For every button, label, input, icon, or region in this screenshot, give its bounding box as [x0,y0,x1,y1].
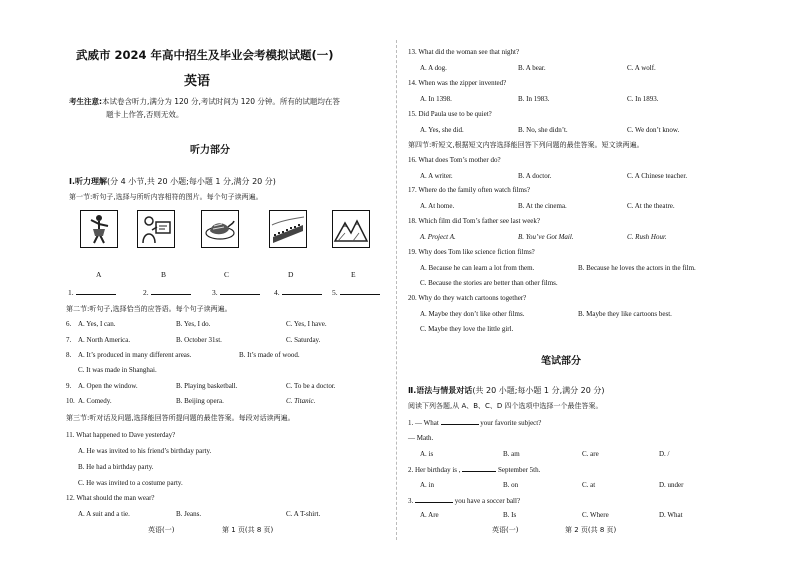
q17-option-b[interactable]: B. At the cinema. [518,202,567,210]
q8-option-b[interactable]: B. It’s made of wood. [239,351,300,359]
picture-label-c: C [224,270,230,279]
q18-option-a[interactable]: A. Project A. [420,233,456,241]
grammar-q1-option-d[interactable]: D. / [659,450,670,458]
roast-duck-icon [202,211,238,247]
notice-line1: 考生注意:本试卷含听力,满分为 120 分,考试时间为 120 分钟。所有的试题均在答 [69,97,340,106]
left-footer-subject: 英语(一) [148,526,175,534]
q11-question: 11. What happened to Dave yesterday? [66,431,176,439]
q14-option-a[interactable]: A. In 1398. [420,95,452,103]
q8-number: 8. [66,351,72,359]
grammar-q2-option-b[interactable]: B. on [503,481,519,489]
q20-option-c[interactable]: C. Maybe they love the little girl. [420,325,514,333]
q12-option-b[interactable]: B. Jeans. [176,510,202,518]
q15-question: 15. Did Paula use to be quiet? [408,110,492,118]
q13-question: 13. What did the woman see that night? [408,48,520,56]
picture-b [137,210,175,248]
grammar-q1-reply: — Math. [408,434,434,442]
q11-option-c[interactable]: C. He was invited to a costume party. [78,479,183,487]
part3-instructions: 第三节:听对话及问题,选择能回答所提问题的最佳答案。每段对话读两遍。 [66,414,295,422]
q10-option-a[interactable]: A. Comedy. [78,397,112,405]
grammar-q1-option-a[interactable]: A. is [420,450,434,458]
answer-blank-4[interactable]: 4. [274,288,322,297]
q6-option-b[interactable]: B. Yes, I do. [176,320,211,328]
q17-option-a[interactable]: A. At home. [420,202,455,210]
q15-option-b[interactable]: B. No, she didn’t. [518,126,568,134]
q9-number: 9. [66,382,72,390]
q16-option-a[interactable]: A. A writer. [420,172,453,180]
picture-d [269,210,307,248]
grammar-q3-option-a[interactable]: A. Are [420,511,439,519]
answer-blank-1[interactable]: 1. [68,288,116,297]
q6-option-c[interactable]: C. Yes, I have. [286,320,327,328]
grammar-q3-question: 3. you have a soccer ball? [408,497,521,505]
picture-c [201,210,239,248]
q15-option-a[interactable]: A. Yes, she did. [420,126,464,134]
q15-option-c[interactable]: C. We don’t know. [627,126,680,134]
right-footer-page: 第 2 页(共 8 页) [565,526,617,534]
q19-option-a[interactable]: A. Because he can learn a lot from them. [420,264,535,272]
section1-heading: Ⅰ.听力理解(分 4 小节,共 20 小题;每小题 1 分,满分 20 分) [69,177,276,186]
picture-e [332,210,370,248]
q12-option-a[interactable]: A. A suit and a tie. [78,510,130,518]
q16-option-b[interactable]: B. A doctor. [518,172,552,180]
exam-title: 武威市 2024 年高中招生及毕业会考模拟试题(一) [76,48,334,62]
q19-option-c[interactable]: C. Because the stories are better than other films. [420,279,558,287]
picture-label-d: D [288,270,294,279]
q12-question: 12. What should the man wear? [66,494,155,502]
grammar-q1-option-c[interactable]: C. are [582,450,599,458]
q9-option-a[interactable]: A. Open the window. [78,382,138,390]
grammar-q2-question: 2. Her birthday is , September 5th. [408,466,541,474]
q10-option-c[interactable]: C. Titanic. [286,397,316,405]
picture-a [80,210,118,248]
q17-question: 17. Where do the family often watch films? [408,186,530,194]
grammar-q2-option-a[interactable]: A. in [420,481,434,489]
answer-blank-3[interactable]: 3. [212,288,260,297]
grammar-q1-question: 1. — What your favorite subject? [408,419,542,427]
great-wall-icon [270,211,306,247]
section2-heading: Ⅱ.语法与情景对话(共 20 小题;每小题 1 分,满分 20 分) [408,386,605,395]
mountains-icon [333,211,369,247]
picture-label-b: B [161,270,167,279]
written-heading: 笔试部分 [541,356,581,367]
picture-label-a: A [96,270,102,279]
q17-option-c[interactable]: C. At the theatre. [627,202,675,210]
q9-option-c[interactable]: C. To be a doctor. [286,382,336,390]
q6-option-a[interactable]: A. Yes, I can. [78,320,116,328]
q6-number: 6. [66,320,72,328]
q11-option-a[interactable]: A. He was invited to his friend’s birthday party. [78,447,212,455]
q13-option-b[interactable]: B. A bear. [518,64,546,72]
q20-question: 20. Why do they watch cartoons together? [408,294,527,302]
page-divider [396,40,397,540]
q10-number: 10. [66,397,75,405]
q7-option-c[interactable]: C. Saturday. [286,336,321,344]
q7-option-a[interactable]: A. North America. [78,336,131,344]
q12-option-c[interactable]: C. A T-shirt. [286,510,321,518]
person-board-icon [138,211,174,247]
q18-question: 18. Which film did Tom’s father see last week? [408,217,541,225]
q13-option-c[interactable]: C. A wolf. [627,64,656,72]
q19-option-b[interactable]: B. Because he loves the actors in the film. [578,264,696,272]
q16-question: 16. What does Tom’s mother do? [408,156,501,164]
picture-label-e: E [351,270,356,279]
q18-option-b[interactable]: B. You’ve Got Mail. [518,233,574,241]
q7-number: 7. [66,336,72,344]
answer-blank-2[interactable]: 2. [143,288,191,297]
q7-option-b[interactable]: B. October 31st. [176,336,222,344]
q9-option-b[interactable]: B. Playing basketball. [176,382,238,390]
q10-option-b[interactable]: B. Beijing opera. [176,397,224,405]
q20-option-b[interactable]: B. Maybe they like cartoons best. [578,310,672,318]
part4-instructions: 第四节:听短文,根据短文内容选择能回答下列问题的最佳答案。短文读两遍。 [408,141,644,149]
q14-option-b[interactable]: B. In 1983. [518,95,550,103]
q20-option-a[interactable]: A. Maybe they don’t like other films. [420,310,525,318]
q11-option-b[interactable]: B. He had a birthday party. [78,463,154,471]
grammar-q2-option-c[interactable]: C. at [582,481,596,489]
q13-option-a[interactable]: A. A dog. [420,64,447,72]
q8-option-a[interactable]: A. It’s produced in many different areas. [78,351,192,359]
q19-question: 19. Why does Tom like science fiction films? [408,248,535,256]
answer-blank-5[interactable]: 5. [332,288,380,297]
right-footer-subject: 英语(一) [492,526,519,534]
part2-instructions: 第二节:听句子,选择恰当的应答语。每个句子读两遍。 [66,305,232,313]
q16-option-c[interactable]: C. A Chinese teacher. [627,172,688,180]
left-footer-page: 第 1 页(共 8 页) [222,526,274,534]
grammar-q3-option-d[interactable]: D. What [659,511,683,519]
notice-line2: 题卡上作答,否则无效。 [106,110,184,119]
q18-option-c[interactable]: C. Rush Hour. [627,233,667,241]
q8-option-c[interactable]: C. It was made in Shanghai. [78,366,157,374]
subject-title: 英语 [184,74,211,89]
listening-heading: 听力部分 [190,145,230,156]
q14-question: 14. When was the zipper invented? [408,79,507,87]
part1-instructions: 第一节:听句子,选择与所听内容相符的图片。每个句子读两遍。 [69,193,263,201]
q14-option-c[interactable]: C. In 1893. [627,95,659,103]
grammar-q1-option-b[interactable]: B. am [503,450,520,458]
grammar-q2-option-d[interactable]: D. under [659,481,684,489]
grammar-q3-option-b[interactable]: B. Is [503,511,517,519]
grammar-q3-option-c[interactable]: C. Where [582,511,609,519]
section2-instructions: 阅读下列各题,从 A、B、C、D 四个选项中选择一个最佳答案。 [408,402,603,410]
dancer-icon [81,211,117,247]
